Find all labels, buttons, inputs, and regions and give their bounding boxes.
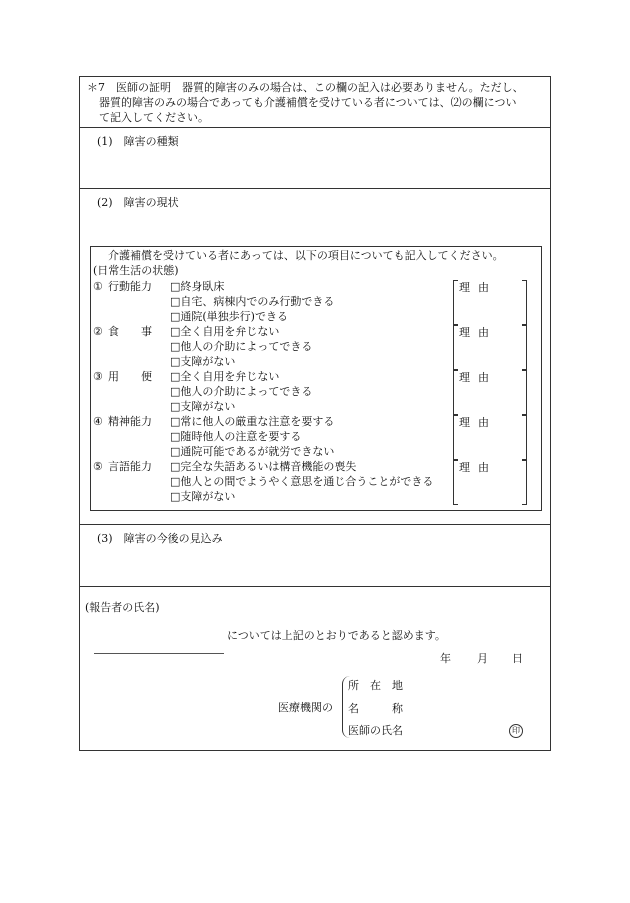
list-item bbox=[91, 369, 541, 414]
checkbox-option[interactable]: □自宅、病棟内でのみ行動できる bbox=[170, 295, 335, 308]
checkbox-option[interactable]: □支障がない bbox=[170, 400, 236, 413]
checkbox-option[interactable]: □通院(単独歩行)できる bbox=[170, 310, 288, 323]
subject-name-field[interactable] bbox=[94, 641, 224, 654]
checkbox-option[interactable]: □通院可能であるが就労できない bbox=[170, 445, 335, 458]
section-disability-status bbox=[80, 188, 550, 524]
note-block bbox=[87, 80, 547, 125]
institution-label: 医療機関の bbox=[278, 701, 333, 714]
checkbox-option[interactable]: □随時他人の注意を要する bbox=[170, 430, 302, 443]
section-disability-type bbox=[80, 127, 550, 188]
section-reporter bbox=[80, 586, 550, 752]
checkbox-option[interactable]: □常に他人の厳重な注意を要する bbox=[170, 415, 335, 428]
checkbox-option[interactable]: □完全な失語あるいは構音機能の喪失 bbox=[170, 460, 357, 473]
reason-field[interactable] bbox=[454, 370, 526, 413]
list-item bbox=[91, 279, 541, 324]
care-status-box bbox=[90, 246, 542, 511]
reason-field[interactable] bbox=[454, 280, 526, 323]
checkbox-option[interactable]: □全く自用を弁じない bbox=[170, 370, 280, 383]
checkbox-option[interactable]: □他人の介助によってできる bbox=[170, 340, 313, 353]
list-item bbox=[91, 324, 541, 369]
item-label: 行動能力 bbox=[108, 280, 152, 293]
checkbox-option[interactable]: □支障がない bbox=[170, 355, 236, 368]
address-field-label: 所 在 地 bbox=[348, 679, 403, 692]
section-2-label: (2) 障害の現状 bbox=[97, 196, 179, 209]
reporter-name-label: (報告者の氏名) bbox=[85, 601, 160, 614]
section-prognosis bbox=[80, 524, 550, 586]
reason-label: 理由 bbox=[459, 371, 497, 384]
item-number: ② bbox=[93, 325, 103, 338]
month-label: 月 bbox=[477, 652, 488, 665]
reason-field[interactable] bbox=[454, 415, 526, 458]
checkbox-option[interactable]: □他人との間でようやく意思を通じ合うことができる bbox=[170, 475, 434, 488]
list-item bbox=[91, 414, 541, 459]
section-1-label: (1) 障害の種類 bbox=[97, 135, 179, 148]
reason-label: 理由 bbox=[459, 281, 497, 294]
reason-field[interactable] bbox=[454, 325, 526, 368]
year-label: 年 bbox=[440, 652, 451, 665]
doctor-name-field-label: 医師の氏名 bbox=[348, 724, 403, 737]
checkbox-option[interactable]: □全く自用を弁じない bbox=[170, 325, 280, 338]
reason-label: 理由 bbox=[459, 461, 497, 474]
doctor-certificate-form bbox=[79, 76, 551, 751]
item-label: 言語能力 bbox=[108, 460, 152, 473]
checkbox-option[interactable]: □支障がない bbox=[170, 490, 236, 503]
box-heading: 介護補償を受けている者にあっては、以下の項目についても記入してください。 bbox=[108, 249, 504, 262]
section-3-label: (3) 障害の今後の見込み bbox=[97, 532, 223, 545]
note-line-3: て記入してください。 bbox=[99, 111, 209, 124]
list-item bbox=[91, 459, 541, 504]
checkbox-option[interactable]: □終身臥床 bbox=[170, 280, 225, 293]
facility-name-field-label: 名 称 bbox=[348, 702, 403, 715]
item-label: 用 便 bbox=[108, 370, 152, 383]
item-number: ④ bbox=[93, 415, 103, 428]
item-number: ③ bbox=[93, 370, 103, 383]
item-number: ⑤ bbox=[93, 460, 103, 473]
reason-label: 理由 bbox=[459, 416, 497, 429]
item-number: ① bbox=[93, 280, 103, 293]
reason-label: 理由 bbox=[459, 326, 497, 339]
note-line-1: ＊7 医師の証明 器質的障害のみの場合は、この欄の記入は必要ありません。ただし、 bbox=[87, 81, 524, 94]
item-label: 食 事 bbox=[108, 325, 152, 338]
reason-field[interactable] bbox=[454, 460, 526, 503]
day-label: 日 bbox=[512, 652, 523, 665]
item-label: 精神能力 bbox=[108, 415, 152, 428]
box-subheading: (日常生活の状態) bbox=[93, 264, 179, 277]
note-line-2: 器質的障害のみの場合であっても介護補償を受けている者については、⑵の欄につい bbox=[99, 96, 517, 109]
checkbox-option[interactable]: □他人の介助によってできる bbox=[170, 385, 313, 398]
certify-text: については上記のとおりであると認めます。 bbox=[227, 629, 446, 642]
seal-mark: 印 bbox=[509, 724, 523, 738]
